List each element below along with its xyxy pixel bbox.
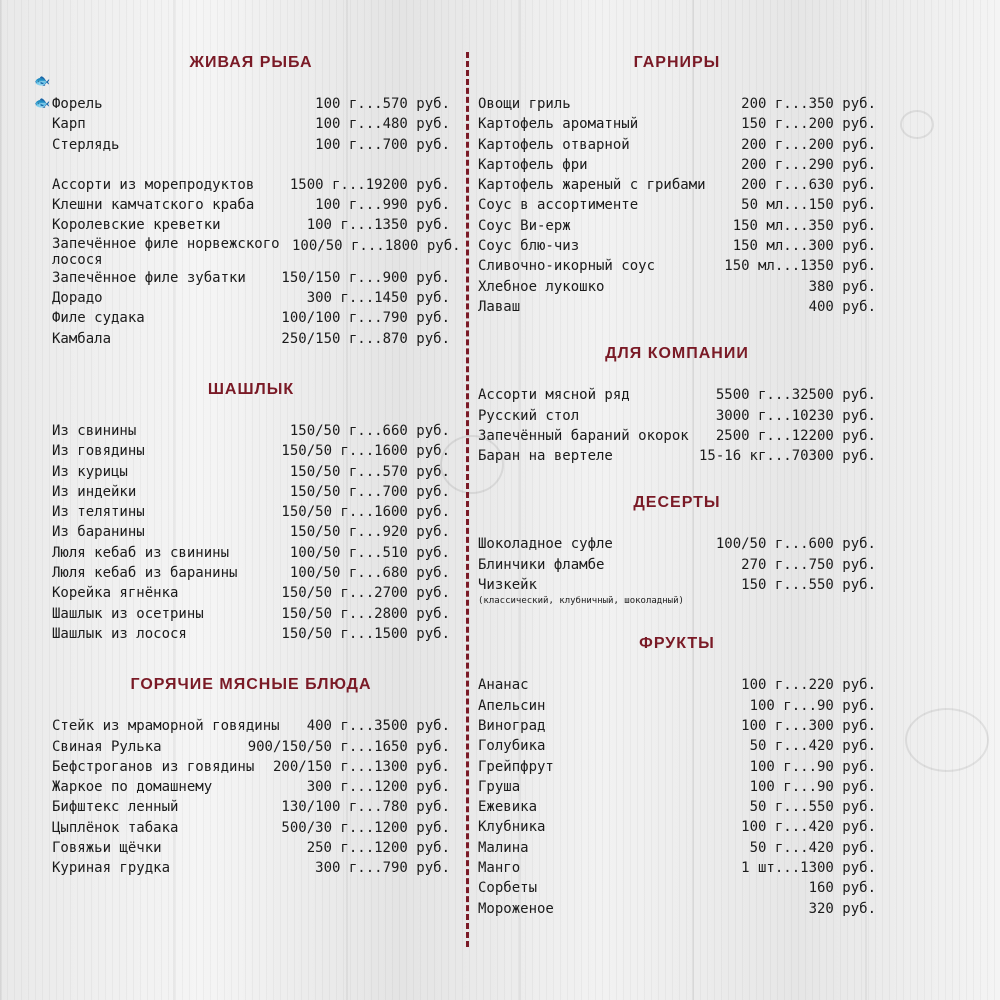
item-name-wrap [478, 817, 545, 837]
item-price: 100/100 г...790 руб. [281, 310, 450, 327]
item-price: 300 г...1450 руб. [306, 290, 450, 307]
menu-item [478, 216, 876, 236]
item-price: 100 г...420 руб. [741, 819, 876, 836]
item-name: Соус Ви-ерж [478, 217, 571, 234]
item-name: Куриная грудка [52, 860, 171, 877]
item-price: 50 г...550 руб. [749, 799, 876, 816]
item-name: Манго [478, 860, 521, 877]
item-price: 100 г...300 руб. [741, 717, 876, 734]
item-price: 150/50 г...2700 руб. [281, 585, 450, 602]
item-price: 1500 г...19200 руб. [289, 176, 450, 193]
item-name-wrap [478, 797, 537, 817]
menu-item [52, 797, 450, 817]
item-name: Виноград [478, 717, 546, 734]
menu-item [478, 94, 876, 114]
item-price: 150/50 г...2800 руб. [281, 605, 450, 622]
menu-item [52, 737, 450, 757]
item-price: 150/50 г...920 руб. [289, 524, 450, 541]
item-name-wrap [478, 716, 545, 736]
left-menu-column [52, 50, 461, 907]
item-name-wrap [478, 195, 638, 215]
menu-item [52, 288, 450, 308]
wood-knot [900, 110, 934, 139]
item-price: 300 г...1200 руб. [306, 779, 450, 796]
menu-item [52, 777, 450, 797]
item-price: 320 руб. [808, 900, 876, 917]
item-name-wrap [52, 215, 221, 235]
section-gap [478, 466, 876, 490]
item-price: 150/50 г...1600 руб. [281, 443, 450, 460]
menu-item [52, 268, 450, 288]
item-name: Шоколадное суфле [478, 536, 613, 553]
item-price: 160 руб. [808, 880, 876, 897]
spacer [478, 516, 876, 534]
item-name-wrap [478, 94, 571, 114]
item-name-wrap [52, 236, 292, 268]
item-name: Из индейки [52, 483, 137, 500]
item-name-wrap [52, 268, 246, 288]
menu-item [52, 716, 450, 736]
item-name-wrap [478, 777, 520, 797]
menu-item [52, 583, 450, 603]
item-price: 100 г...1350 руб. [306, 217, 450, 234]
item-name: Люля кебаб из свинины [52, 544, 230, 561]
item-name: Соус в ассортименте [478, 197, 639, 214]
item-name-wrap [478, 838, 529, 858]
item-price: 100 г...90 руб. [749, 697, 876, 714]
menu-item [478, 114, 876, 134]
menu-item [52, 94, 450, 114]
item-name-wrap [478, 114, 638, 134]
item-price: 100 г...480 руб. [315, 116, 450, 133]
item-name: Из баранины [52, 524, 145, 541]
item-price: 150/50 г...700 руб. [289, 483, 450, 500]
item-name: Из телятины [52, 504, 145, 521]
item-price: 380 руб. [808, 278, 876, 295]
menu-section [478, 50, 876, 341]
item-name: Запечённое филе норвежского лосося [52, 235, 280, 268]
section-title: ГОРЯЧИЕ МЯСНЫЕ БЛЮДА [130, 676, 372, 694]
item-price: 100 г...220 руб. [741, 677, 876, 694]
item-price: 2500 г...12200 руб. [715, 427, 876, 444]
item-name: Шашлык из лосося [52, 625, 187, 642]
menu-item [478, 675, 876, 695]
menu-section [52, 377, 450, 672]
item-name-wrap [478, 175, 706, 195]
spacer [478, 76, 876, 94]
menu-item [52, 624, 450, 644]
menu-item [478, 277, 876, 297]
item-name-wrap [478, 297, 520, 317]
menu-item [52, 818, 450, 838]
menu-item [478, 297, 876, 317]
item-name: Мороженое [478, 900, 554, 917]
menu-item [478, 426, 876, 446]
right-menu-column [478, 50, 876, 943]
menu-item [52, 114, 450, 134]
item-name: Форель [52, 96, 103, 112]
item-price: 100/50 г...680 руб. [289, 565, 450, 582]
item-name: Стейк из мраморной говядины [52, 718, 280, 735]
item-name-wrap [478, 757, 554, 777]
item-name: Из курицы [52, 463, 128, 480]
spacer [52, 403, 450, 421]
item-name-wrap [478, 135, 630, 155]
menu-section [478, 341, 876, 490]
item-name-wrap [478, 406, 579, 426]
item-price: 1 шт...1300 руб. [741, 860, 876, 877]
item-name-wrap [478, 534, 613, 554]
item-name: Соус блю-чиз [478, 238, 580, 255]
item-name-wrap [52, 114, 86, 134]
item-name: Карп [52, 116, 86, 133]
item-price: 100 г...90 руб. [749, 778, 876, 795]
section-gap [52, 644, 450, 672]
item-price: 150 мл...350 руб. [732, 217, 876, 234]
menu-item [52, 135, 450, 155]
item-price: 200 г...200 руб. [741, 136, 876, 153]
menu-item [52, 543, 450, 563]
menu-item [478, 236, 876, 256]
section-gap [478, 919, 876, 943]
item-name: Бифштекс ленный [52, 799, 179, 816]
item-name-wrap [478, 155, 588, 175]
item-price: 250 г...1200 руб. [306, 840, 450, 857]
menu-item [478, 736, 876, 756]
item-price: 150 мл...300 руб. [732, 238, 876, 255]
item-price: 900/150/50 г...1650 руб. [247, 738, 450, 755]
item-price: 270 г...750 руб. [741, 556, 876, 573]
item-name: Русский стол [478, 407, 580, 424]
menu-section [52, 672, 450, 906]
item-name: Стерлядь [52, 136, 120, 153]
menu-item [52, 195, 450, 215]
item-price: 150 мл...1350 руб. [724, 258, 876, 275]
item-name-wrap [478, 858, 520, 878]
item-name-wrap [52, 329, 111, 349]
menu-section [52, 50, 461, 377]
item-name-wrap [478, 385, 630, 405]
item-name: Запечённое филе зубатки [52, 269, 246, 286]
spacer [52, 698, 450, 716]
item-price: 200/150 г...1300 руб. [272, 758, 450, 775]
item-name-wrap [52, 482, 136, 502]
section-title: ДЕСЕРТЫ [633, 494, 721, 512]
item-name: Цыплёнок табака [52, 819, 179, 836]
item-price: 250/150 г...870 руб. [281, 330, 450, 347]
menu-item [52, 462, 450, 482]
menu-section [478, 631, 876, 943]
menu-item [52, 421, 450, 441]
item-name-wrap [478, 236, 579, 256]
item-name: Запечённый бараний окорок [478, 427, 689, 444]
item-price: 100 г...700 руб. [315, 136, 450, 153]
item-name: Из свинины [52, 422, 137, 439]
section-gap [478, 607, 876, 631]
fish-icon: 🐟 [34, 96, 51, 111]
item-name: Камбала [52, 330, 112, 347]
item-price: 150 г...200 руб. [741, 116, 876, 133]
item-name-wrap [478, 675, 529, 695]
menu-item [52, 329, 450, 349]
menu-item [478, 878, 876, 898]
item-name-wrap [478, 899, 554, 919]
item-name-wrap [52, 94, 103, 114]
item-name: Овощи гриль [478, 96, 571, 112]
menu-item [478, 406, 876, 426]
item-name-wrap [52, 522, 145, 542]
item-name-wrap [478, 555, 604, 575]
item-note: (классический, клубничный, шоколадный) [478, 596, 684, 607]
menu-item [52, 308, 450, 328]
item-name: Филе судака [52, 310, 145, 327]
wood-knot [905, 708, 989, 772]
item-name-wrap [52, 543, 229, 563]
item-name-wrap [52, 858, 170, 878]
item-name: Лаваш [478, 298, 521, 315]
item-name: Сорбеты [478, 880, 538, 897]
menu-item [52, 441, 450, 461]
spacer [478, 367, 876, 385]
section-gap [52, 879, 450, 907]
menu-section [478, 490, 876, 631]
menu-item [478, 575, 876, 607]
item-price: 150/150 г...900 руб. [281, 269, 450, 286]
item-name: Говяжьи щёчки [52, 840, 162, 857]
item-name-wrap [52, 583, 178, 603]
item-price: 150/50 г...660 руб. [289, 422, 450, 439]
item-name: Сливочно-икорный соус [478, 258, 656, 275]
menu-item [478, 555, 876, 575]
item-price: 5500 г...32500 руб. [715, 387, 876, 404]
menu-item [52, 838, 450, 858]
item-name: Картофель отварной [478, 136, 630, 153]
item-price: 150/50 г...570 руб. [289, 463, 450, 480]
item-name-wrap [52, 175, 254, 195]
item-name: Королевские креветки [52, 217, 221, 234]
item-name: Свиная Рулька [52, 738, 162, 755]
item-name: Люля кебаб из баранины [52, 565, 238, 582]
item-name-wrap [478, 277, 604, 297]
fish-icon: 🐟 [34, 74, 51, 89]
item-name: Клешни камчатского краба [52, 197, 255, 214]
menu-item [52, 522, 450, 542]
menu-item [52, 235, 461, 268]
column-divider [466, 52, 469, 947]
item-name-wrap [478, 696, 545, 716]
menu-item [52, 502, 450, 522]
item-name: Голубика [478, 738, 546, 755]
item-price: 100 г...990 руб. [315, 197, 450, 214]
section-title: ФРУКТЫ [639, 635, 715, 653]
menu-item [52, 215, 450, 235]
item-price: 130/100 г...780 руб. [281, 799, 450, 816]
item-name-wrap [52, 308, 145, 328]
item-name: Груша [478, 778, 521, 795]
menu-item [478, 899, 876, 919]
section-title: ГАРНИРЫ [633, 54, 721, 71]
item-price: 150/50 г...1600 руб. [281, 504, 450, 521]
section-title: ЖИВАЯ РЫБА [189, 54, 313, 71]
item-price: 500/30 г...1200 руб. [281, 819, 450, 836]
item-name-wrap [52, 421, 136, 441]
menu-item [478, 256, 876, 276]
section-title: ШАШЛЫК [207, 380, 295, 398]
item-name: Грейпфрут [478, 758, 554, 775]
item-price: 100 г...570 руб. [315, 96, 450, 112]
item-name: Картофель ароматный [478, 116, 639, 133]
item-name-wrap [52, 818, 178, 838]
item-name-wrap [52, 502, 145, 522]
item-name: Ананас [478, 677, 529, 694]
spacer [478, 657, 876, 675]
item-price: 50 мл...150 руб. [741, 197, 876, 214]
item-name-wrap [52, 604, 204, 624]
item-name-wrap [52, 563, 237, 583]
item-name-wrap [52, 838, 162, 858]
item-name-wrap [52, 777, 212, 797]
menu-item [478, 838, 876, 858]
menu-item [478, 155, 876, 175]
item-price: 3000 г...10230 руб. [715, 407, 876, 424]
menu-item [52, 175, 450, 195]
item-name-wrap [52, 441, 145, 461]
item-name: Ассорти мясной ряд [478, 387, 630, 404]
item-name-wrap [52, 737, 162, 757]
group-gap [52, 155, 450, 175]
item-name-wrap [52, 288, 103, 308]
item-name: Апельсин [478, 697, 546, 714]
item-name-wrap [478, 575, 684, 607]
item-name: Баран на вертеле [478, 448, 613, 465]
menu-item [478, 797, 876, 817]
item-name: Хлебное лукошко [478, 278, 605, 295]
item-name-wrap [478, 426, 689, 446]
item-name: Корейка ягнёнка [52, 585, 179, 602]
menu-item [478, 195, 876, 215]
menu-item [478, 696, 876, 716]
item-price: 400 г...3500 руб. [306, 718, 450, 735]
item-name: Чизкейк [478, 577, 538, 594]
item-price: 50 г...420 руб. [749, 738, 876, 755]
menu-item [478, 534, 876, 554]
menu-item [52, 563, 450, 583]
item-name-wrap [478, 736, 545, 756]
item-name-wrap [52, 757, 254, 777]
menu-item [52, 482, 450, 502]
item-name-wrap [478, 878, 537, 898]
item-name-wrap [478, 216, 571, 236]
item-name-wrap [478, 446, 613, 466]
item-price: 200 г...290 руб. [741, 156, 876, 173]
item-name-wrap [52, 195, 254, 215]
item-name-wrap [52, 716, 280, 736]
item-price: 50 г...420 руб. [749, 839, 876, 856]
item-price: 100/50 г...510 руб. [289, 544, 450, 561]
menu-item [478, 135, 876, 155]
menu-item [478, 175, 876, 195]
item-name: Жаркое по домашнему [52, 779, 213, 796]
item-price: 150 г...550 руб. [741, 577, 876, 594]
item-name: Ассорти из морепродуктов [52, 176, 255, 193]
item-name: Картофель фри [478, 156, 588, 173]
item-name-wrap [52, 462, 128, 482]
item-name: Из говядины [52, 443, 145, 460]
item-name-wrap [478, 256, 655, 276]
menu-item [478, 716, 876, 736]
menu-item [52, 858, 450, 878]
item-name: Дорадо [52, 290, 103, 307]
spacer [52, 76, 450, 94]
item-name: Клубника [478, 819, 546, 836]
menu-item [478, 777, 876, 797]
item-name-wrap [52, 797, 178, 817]
item-price: 400 руб. [808, 298, 876, 315]
item-price: 150/50 г...1500 руб. [281, 625, 450, 642]
menu-item [478, 858, 876, 878]
menu-item [478, 757, 876, 777]
item-name: Картофель жареный с грибами [478, 177, 706, 194]
item-name: Шашлык из осетрины [52, 605, 204, 622]
item-price: 300 г...790 руб. [315, 860, 450, 877]
item-name: Малина [478, 839, 529, 856]
item-price: 100/50 г...600 руб. [715, 536, 876, 553]
item-name: Бефстроганов из говядины [52, 758, 255, 775]
item-name-wrap [52, 135, 119, 155]
item-price: 15-16 кг...70300 руб. [698, 448, 876, 465]
item-name: Блинчики фламбе [478, 556, 605, 573]
menu-item [52, 604, 450, 624]
item-name-wrap [52, 624, 187, 644]
item-price: 100/50 г...1800 руб. [292, 237, 461, 254]
section-gap [478, 317, 876, 341]
item-price: 200 г...350 руб. [741, 96, 876, 112]
item-price: 100 г...90 руб. [749, 758, 876, 775]
menu-item [478, 385, 876, 405]
section-gap [52, 349, 450, 377]
section-title: ДЛЯ КОМПАНИИ [605, 345, 749, 363]
menu-item [478, 817, 876, 837]
item-price: 200 г...630 руб. [741, 177, 876, 194]
item-name: Ежевика [478, 799, 538, 816]
menu-item [52, 757, 450, 777]
menu-item [478, 446, 876, 466]
